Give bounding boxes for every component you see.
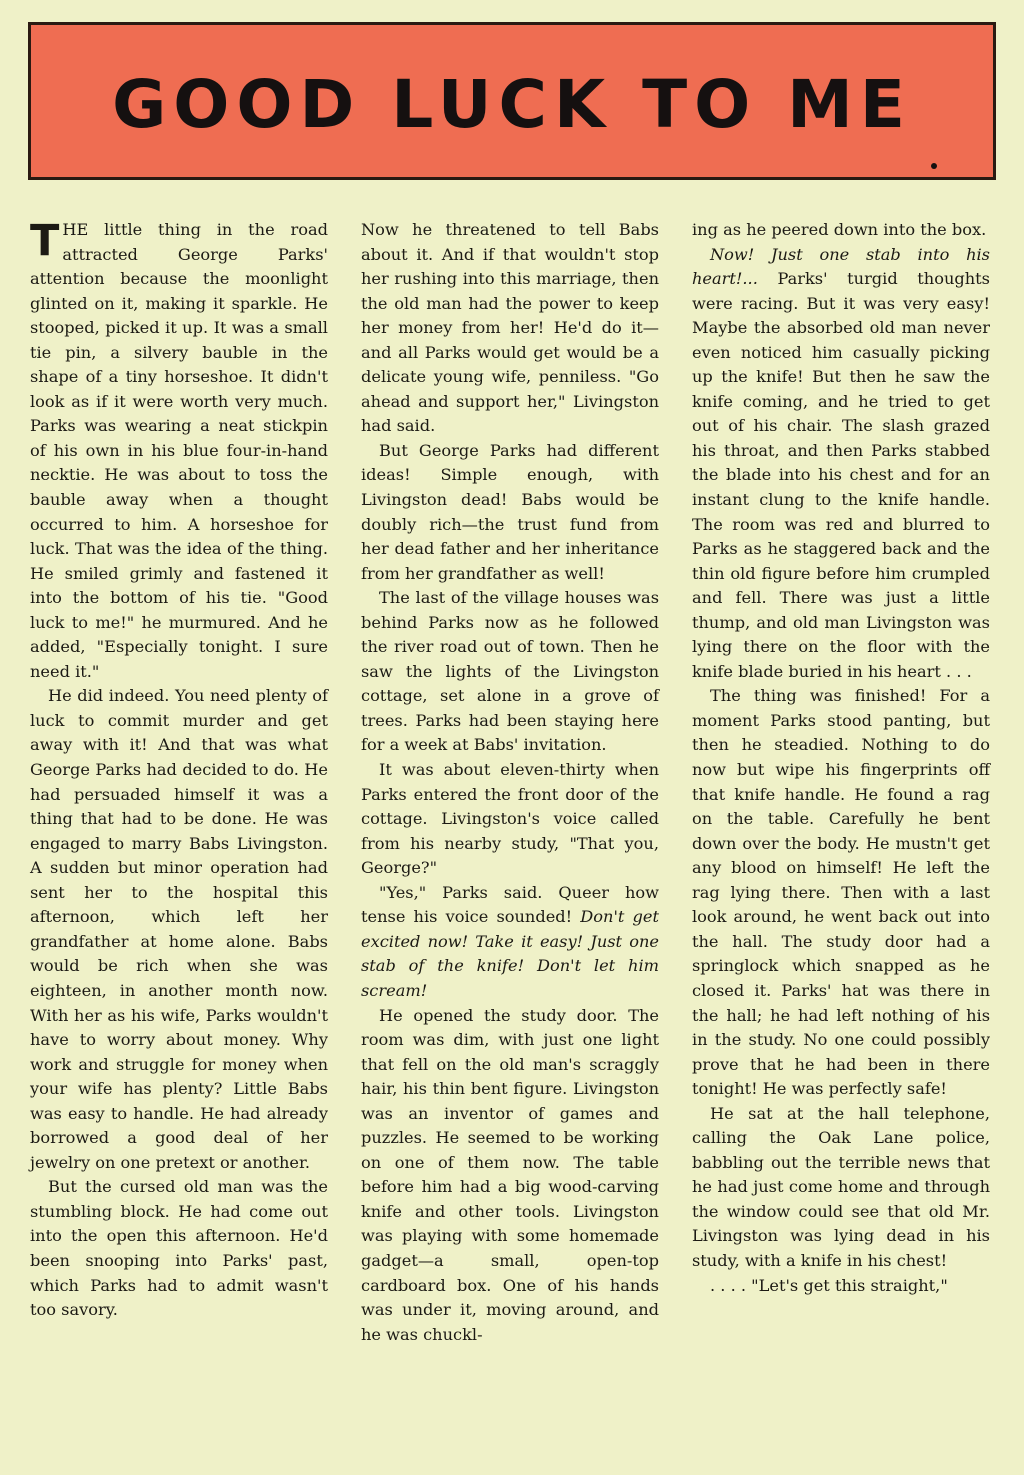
story-paragraph: But George Parks had different ideas! Simple enough, with Livingston dead! Babs would be doubly rich—the trust fund from her dead father and her inheritance from her grandfather as well! bbox=[361, 440, 659, 583]
italic-thought: Don't get excited now! Take it easy! Just one stab of the knife! Don't let him scream! bbox=[361, 907, 659, 1000]
story-paragraph bbox=[692, 243, 990, 685]
story-paragraph: He did indeed. You need plenty of luck to commit murder and get away with it! And that was what George Parks had decided to do. He had persuaded himself it was a thing that had to be done. He was engaged to marry Babs Livingston. A sudden but minor operation had sent her to the hospital this afternoon, which left her grandfather at home alone. Babs would be rich when she was eighteen, in another month now. With her as his wife, Parks wouldn't have to worry about money. Why work and struggle for money when your wife has plenty? Little Babs was easy to handle. He had already borrowed a good deal of her jewelry on one pretext or another. bbox=[30, 686, 328, 1172]
story-paragraph: It was about eleven-thirty when Parks entered the front door of the cottage. Livingston's voice called from his nearby study, "That you, George?" bbox=[361, 760, 659, 878]
story-column-2 bbox=[361, 218, 659, 1347]
story-paragraph: The thing was finished! For a moment Parks stood panting, but then he steadied. Nothing to do now but wipe his fingerprints off that knife handle. He found a rag on the table. Carefully he bent down over the body. He mustn't get any blood on himself! He left the rag lying there. Then with a last look around, he went back out into the hall. The study door had a springlock which snapped as he closed it. Parks' hat was there in the hall; he had left nothing of his in the study. No one could possibly prove that he had been in there tonight! He was perfectly safe! bbox=[692, 686, 990, 1099]
story-paragraph: ing as he peered down into the box. bbox=[692, 220, 987, 239]
story-paragraph: . . . . "Let's get this straight," bbox=[710, 1275, 948, 1295]
drop-cap: T bbox=[30, 216, 60, 266]
story-paragraph bbox=[361, 881, 659, 1004]
story-paragraph: But the cursed old man was the stumbling block. He had come out into the open this afternoon. He'd been snooping into Parks' past, which Parks had to admit wasn't too savory. bbox=[30, 1177, 328, 1320]
title-banner bbox=[28, 22, 996, 180]
story-paragraph bbox=[30, 218, 328, 684]
story-paragraph: He sat at the hall telephone, calling the Oak Lane police, babbling out the terrible news that he had just come home and through the window could see that old Mr. Livingston was lying dead in his study, with a knife in his chest! bbox=[692, 1103, 990, 1270]
story-paragraph: Now he threatened to tell Babs about it. And if that wouldn't stop her rushing into this marriage, then the old man had the power to keep her money from her! He'd do it—and all Parks would get would be a delicate young wife, penniless. "Go ahead and support her," Livingston had said. bbox=[361, 220, 659, 436]
paragraph-text: HE little thing in the road attracted George Parks' attention because the moonlight glinted on it, making it sparkle. He stooped, picked it up. It was a small tie pin, a silvery bauble in the shape of a tiny horseshoe. It didn't look as if it were worth very much. Parks was wearing a neat stickpin of his own in his blue four-in-hand necktie. He was about to toss the bauble away when a thought occurred to him. A horseshoe for luck. That was the idea of the thing. He smiled grimly and fastened it into the bottom of his tie. "Good luck to me!" he murmured. And he added, "Especially tonight. I sure need it." bbox=[30, 220, 328, 681]
italic-thought: Now! Just one stab into his heart!... bbox=[692, 244, 990, 289]
story-column-1 bbox=[30, 218, 328, 1323]
story-column-3 bbox=[692, 218, 990, 1298]
decorative-dot bbox=[931, 163, 937, 169]
story-columns bbox=[30, 218, 998, 1458]
paragraph-text: "Yes," Parks said. Queer how tense his voice sounded! bbox=[361, 882, 659, 927]
story-title: GOOD LUCK TO ME bbox=[112, 65, 912, 143]
story-paragraph: The last of the village houses was behind Parks now as he followed the river road out of town. Then he saw the lights of the Livingston cottage, set alone in a grove of trees. Parks had been staying here for a week at Babs' invitation. bbox=[361, 588, 659, 755]
story-paragraph: He opened the study door. The room was dim, with just one light that fell on the old man's scraggly hair, his thin bent figure. Livingston was an inventor of games and puzzles. He seemed to be working on one of them now. The table before him had a big wood-carving knife and other tools. Livingston was playing with some homemade gadget—a small, open-top cardboard box. One of his hands was under it, moving around, and he was chuckl- bbox=[361, 1005, 659, 1344]
paragraph-text: Parks' turgid thoughts were racing. But it was very easy! Maybe the absorbed old man never even noticed him casually picking up the knife! But then he saw the knife coming, and he tried to get out of his chair. The slash grazed his throat, and then Parks stabbed the blade into his chest and for an instant clung to the knife handle. The room was red and blurred to Parks as he staggered back and the thin old figure before him crumpled and fell. There was just a little thump, and old man Livingston was lying there on the floor with the knife blade buried in his heart . . . bbox=[692, 269, 990, 681]
